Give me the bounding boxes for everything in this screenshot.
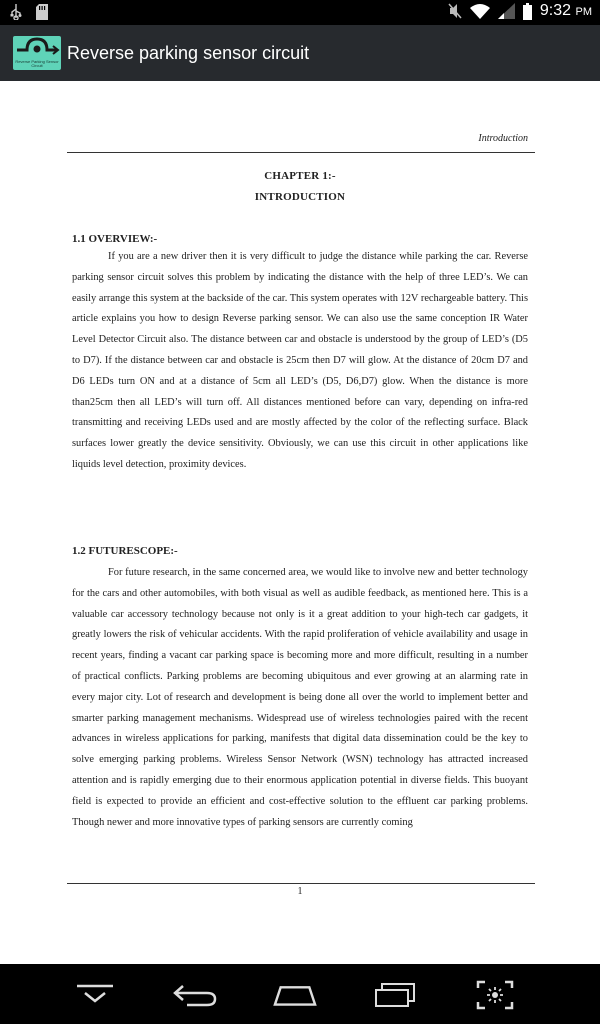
section-heading-overview: 1.1 OVERVIEW:- [72,233,158,245]
header-rule [67,152,535,153]
navigation-bar [0,964,600,1024]
hide-keyboard-button[interactable] [73,978,117,1012]
usb-icon [10,4,22,20]
recents-icon [373,982,417,1008]
app-logo-icon[interactable] [13,36,61,70]
screenshot-button[interactable] [473,978,517,1012]
section-text-future-scope: For future research, in the same concerned area, we would like to involve new and better technology for the cars and other automobiles, with both visual as well as audible feedback, as mentioned here. This is a valuable car accessory technology because not only is it a great addition to your high-tech car gadgets, it greatly lowers the risk of vehicular accidents. With the rapid proliferation of vehicle availability and usage in recent years, finding a vacant car parking space is becoming more and more difficult, resulting in a number of practical conflicts. Parking problems are becoming ubiquitous and ever growing at an alarming rate in every major city. Lot of research and development is being done all over the world to implement better and smarter parking management mechanisms. Widespread use of wireless technologies paired with the recent advances in wireless applications for parking, manifests that digital data dissemination could be the key to solve emerging parking problems. Wireless Sensor Network (WSN) technology has attracted increased attention and is rapidly emerging due to their enormous application potential in diverse fields. This buoyant field is expected to provide an efficient and cost-effective solution to the effluent car parking problems. Though newer and more innovative types of parking sensors are currently coming [72,567,528,828]
home-button[interactable] [273,978,317,1012]
action-bar [0,25,600,81]
wifi-icon [470,4,490,19]
app-title: Reverse parking sensor circuit [67,42,310,63]
page-number: 1 [297,886,303,897]
signal-icon [498,3,515,19]
section-heading-future-scope: 1.2 FUTURESCOPE:- [72,545,178,557]
status-clock: 9:32 PM [539,2,592,19]
app-logo-text: Reverse Parking Sensor Circuit [15,59,59,68]
home-icon [273,983,317,1007]
running-head: Introduction [478,133,528,144]
mute-icon [448,3,462,19]
section-text-overview: If you are a new driver then it is very difficult to judge the distance while parking the car. Reverse parking sensor circuit solves this problem by indicating the distance with the help of three LED’s. We can easily arrange this system at the backside of the car. This system operates with 12V rechargeable battery. This article explains you how to design Reverse parking sensor. We can also use the same conception IR Water Level Detector Circuit also. The distance between car and obstacle is understood by the group of LED’s (D5 to D7). If the distance between car and obstacle is 25cm then D7 will glow. At the distance of 20cm D7 and D6 LEDs turn ON and at a distance of 5cm all LED’s (D5, D6,D7) glow. When the distance is more than25cm then all LED’s will turn off. All distances mentioned before can vary, depending on infra-red transmitting and receiving LEDs used and are mostly affected by the color of the reflecting surface. Black surfaces lower greatly the device sensitivity. Obviously, we can use this circuit in other applications like liquids level detection, proximity devices. [72,251,528,470]
back-button[interactable] [173,978,217,1012]
sd-card-icon [36,4,48,20]
screenshot-icon [475,979,515,1011]
status-bar [0,0,600,25]
document-page[interactable] [0,81,600,964]
chevron-down-icon [75,983,115,1007]
chapter-title: INTRODUCTION [254,191,346,203]
footer-rule [67,883,535,884]
chapter-number: CHAPTER 1:- [264,170,336,182]
battery-icon [523,3,532,20]
recents-button[interactable] [373,978,417,1012]
back-icon [173,982,217,1008]
